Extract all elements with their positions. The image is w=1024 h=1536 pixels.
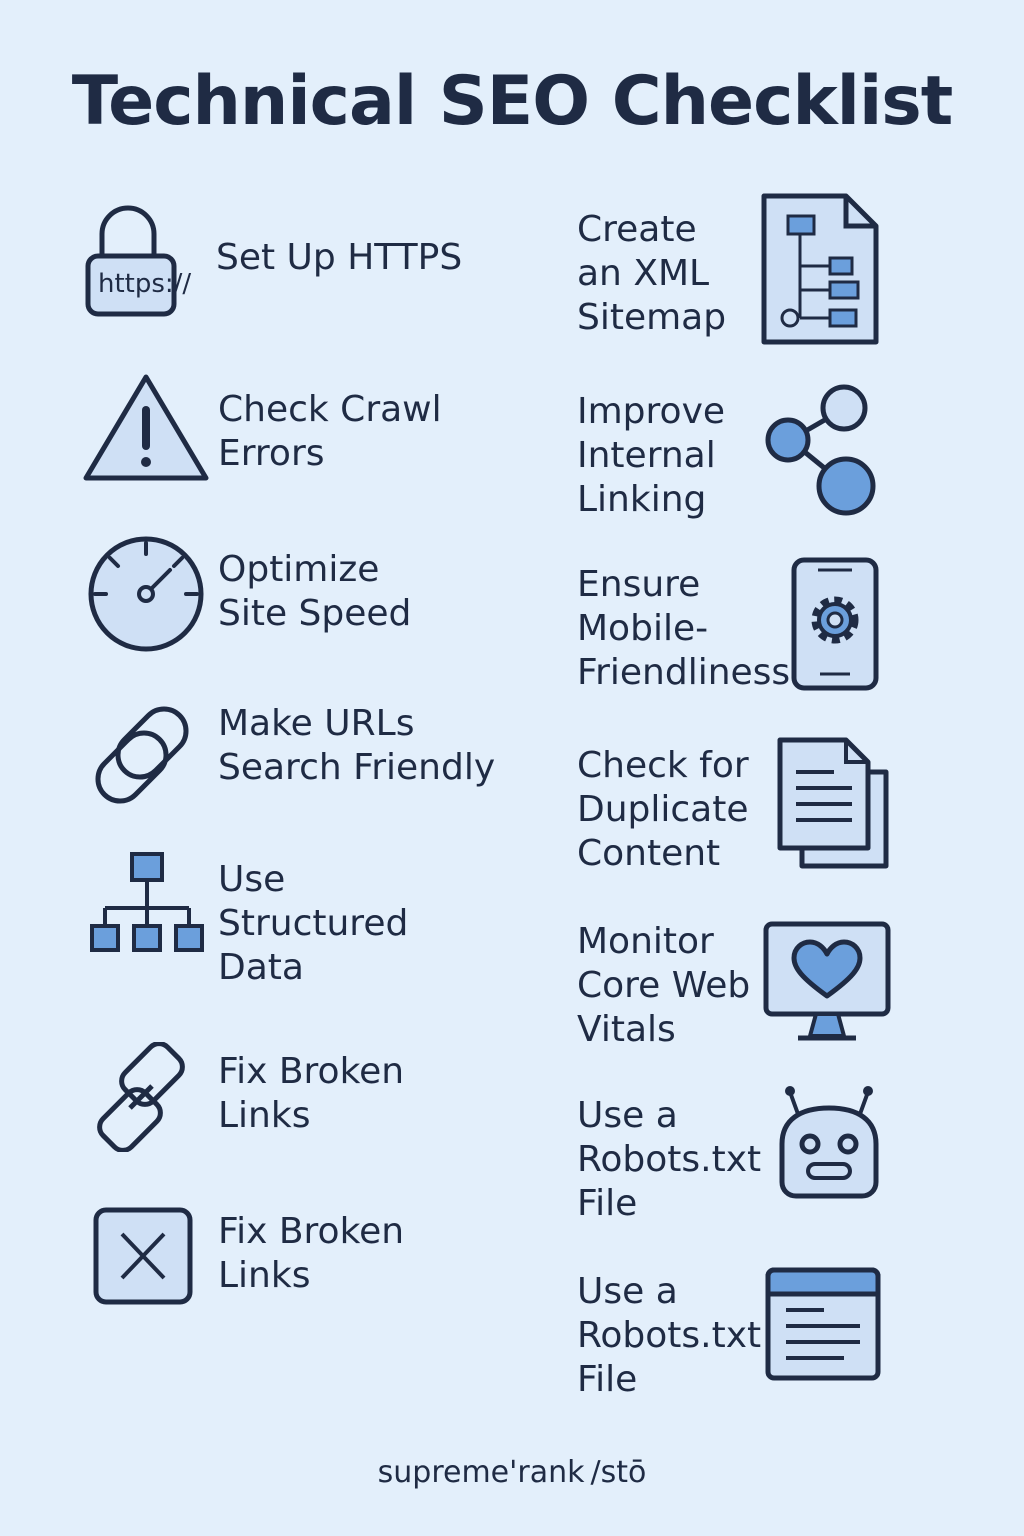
speedometer-icon: [86, 534, 206, 654]
duplicate-documents-icon: [776, 736, 890, 870]
checklist-item-use-a-robots-txt-file: Use a Robots.txt File: [577, 1095, 762, 1224]
checklist-item-check-crawl-errors: Check Crawl Errors: [218, 389, 442, 474]
checklist-item-fix-broken-links-2: Fix Broken Links: [218, 1211, 405, 1296]
chain-link-icon: [86, 700, 198, 810]
checklist-item-monitor-core-web-vitals: Monitor Core Web Vitals: [577, 921, 751, 1050]
checklist-item-check-for-duplicate-content: Check for Duplicate Content: [577, 745, 749, 874]
checklist-item-optimize-site-speed: Optimize Site Speed: [218, 549, 412, 634]
checklist-item-improve-internal-linking: Improve Internal Linking: [577, 391, 726, 520]
browser-window-icon: [764, 1266, 882, 1382]
svg-text:https://: https://: [98, 269, 192, 299]
page-title: Technical SEO Checklist: [71, 62, 953, 141]
share-nodes-icon: [764, 384, 880, 516]
robot-icon: [776, 1084, 882, 1202]
x-box-icon: [92, 1206, 194, 1306]
checklist-item-ensure-mobile-friendliness: Ensure Mobile- Friendliness: [577, 564, 791, 693]
checklist-item-fix-broken-links: Fix Broken Links: [218, 1051, 405, 1136]
checklist-item-make-urls-search-friendly: Make URLs Search Friendly: [218, 703, 496, 788]
sitemap-document-icon: [756, 192, 880, 348]
checklist-item-create-xml-sitemap: Create an XML Sitemap: [577, 209, 727, 338]
checklist-item-use-a-robots-txt-file-2: Use a Robots.txt File: [577, 1271, 762, 1400]
checklist-item-set-up-https: Set Up HTTPS: [216, 237, 463, 278]
mobile-gear-icon: [790, 556, 880, 692]
hierarchy-icon: [88, 850, 206, 954]
padlock-https-icon: [84, 198, 208, 320]
monitor-heart-icon: [762, 920, 892, 1044]
broken-link-icon: [86, 1042, 196, 1152]
warning-triangle-icon: [82, 372, 210, 484]
brand-footer: supreme'rank ∕stō: [377, 1455, 647, 1490]
checklist-item-use-structured-data: Use Structured Data: [218, 859, 409, 988]
